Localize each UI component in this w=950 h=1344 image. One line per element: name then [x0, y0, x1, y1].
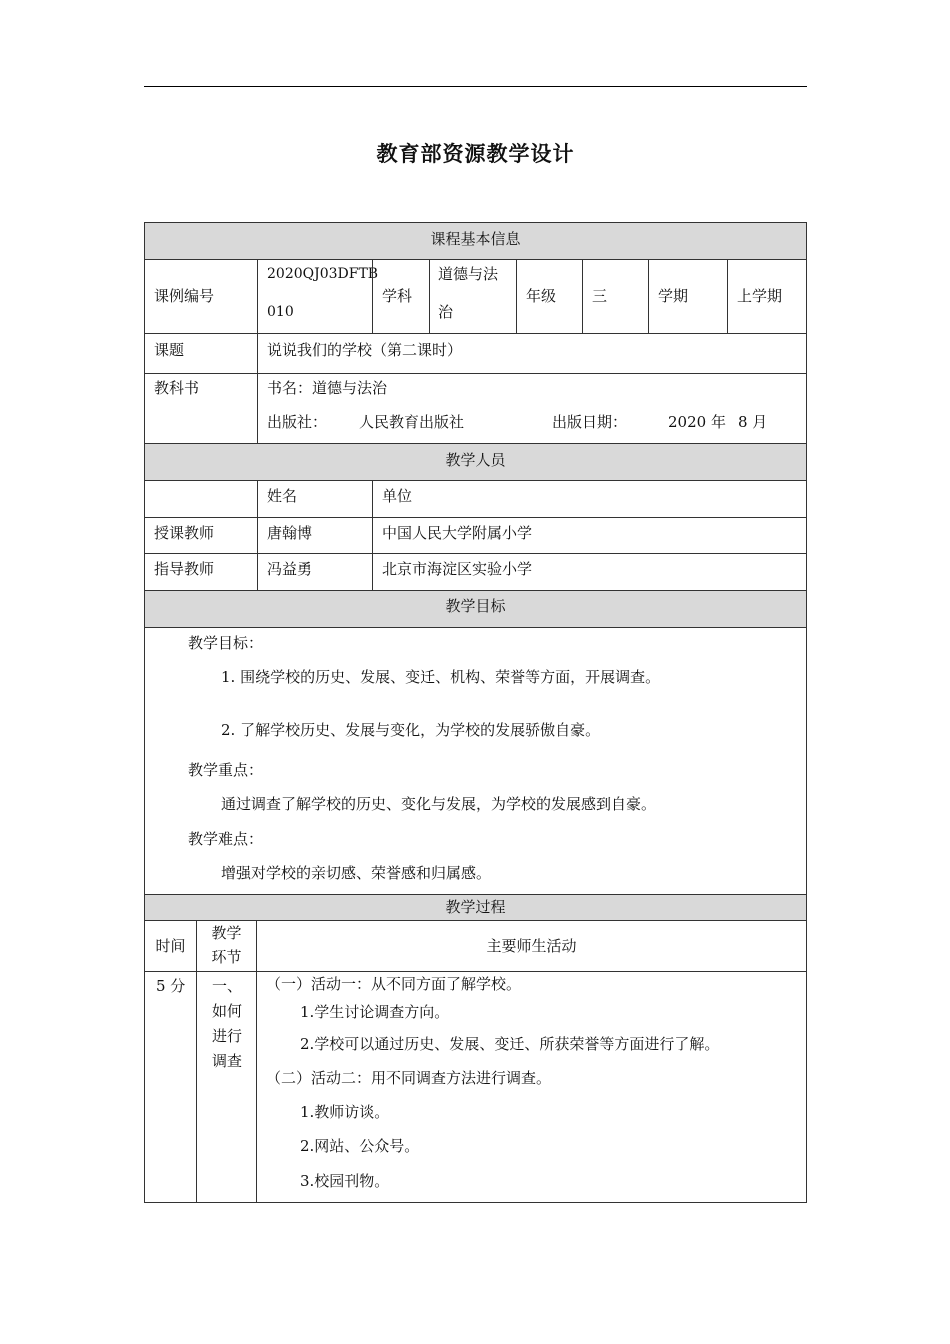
activity-item: 1.学生讨论调查方向。: [300, 1003, 450, 1021]
textbook-cell: [257, 373, 807, 444]
goal-label: 教学目标：: [188, 634, 264, 652]
label-term: 学期: [648, 259, 728, 334]
stage-line: 一、: [212, 977, 243, 995]
stage-line: 调查: [212, 1052, 243, 1070]
section-process: 教学过程: [144, 894, 807, 921]
staff-unit: 中国人民大学附属小学: [372, 517, 807, 554]
staff-name: 唐翰博: [257, 517, 373, 554]
process-header-stage: [196, 920, 257, 972]
activity-item: 2.网站、公众号。: [300, 1137, 420, 1155]
activity-item: 1.教师访谈。: [300, 1103, 390, 1121]
pubdate-label: 出版日期：: [552, 413, 628, 431]
case-number-line1: 2020QJ03DFTB: [267, 266, 379, 282]
term-value: 上学期: [727, 259, 807, 334]
difficulty-label: 教学难点：: [188, 830, 264, 848]
book-name: 道德与法治: [312, 379, 388, 397]
book-name-label: 书名：: [267, 379, 313, 397]
grade-value: 三: [582, 259, 649, 334]
process-time: 5 分: [156, 977, 186, 995]
stage-header-line1: 教学: [211, 924, 242, 942]
section-goals: 教学目标: [144, 590, 807, 628]
staff-header-unit: 单位: [372, 480, 807, 518]
staff-role: 授课教师: [144, 517, 258, 554]
publisher: 人民教育出版社: [359, 413, 465, 431]
section-basic-info: 课程基本信息: [144, 222, 807, 260]
staff-name: 冯益勇: [257, 553, 373, 591]
book-name-line: [267, 378, 387, 398]
process-time-cell: [144, 971, 197, 1203]
goal-item: 2. 了解学校历史、发展与变化，为学校的发展骄傲自豪。: [221, 721, 601, 739]
subject-line2: 治: [438, 303, 454, 321]
label-textbook: 教科书: [144, 373, 258, 444]
staff-unit: 北京市海淀区实验小学: [372, 553, 807, 591]
stage-line: 如何: [212, 1002, 243, 1020]
goals-body: [144, 627, 807, 895]
process-header-activity: 主要师生活动: [256, 920, 807, 972]
pub-month: 8 月: [738, 413, 768, 431]
process-header-time: 时间: [144, 920, 197, 972]
goal-item: 1. 围绕学校的历史、发展、变迁、机构、荣誉等方面，开展调查。: [221, 668, 661, 686]
case-number-cell: [257, 259, 379, 334]
difficulty-text: 增强对学校的亲切感、荣誉感和归属感。: [221, 864, 492, 882]
label-subject: 学科: [372, 259, 430, 334]
staff-role: 指导教师: [144, 553, 258, 591]
label-topic: 课题: [144, 333, 258, 374]
section-staff: 教学人员: [144, 443, 807, 481]
key-point-label: 教学重点：: [188, 761, 264, 779]
header-rule: [144, 86, 807, 87]
subject-line1: 道德与法: [438, 265, 499, 283]
process-stage-cell: [196, 971, 257, 1203]
document-title: 教育部资源教学设计: [376, 141, 575, 166]
label-case-number: 课例编号: [144, 259, 258, 334]
process-activity-cell: [256, 971, 807, 1203]
pub-year: 2020 年: [668, 413, 726, 431]
stage-header-line2: 环节: [211, 948, 242, 966]
topic-value: 说说我们的学校（第二课时）: [257, 333, 807, 374]
label-grade: 年级: [516, 259, 583, 334]
activity-heading: （一）活动一：从不同方面了解学校。: [266, 975, 522, 993]
activity-item: 2.学校可以通过历史、发展、变迁、所获荣誉等方面进行了解。: [300, 1035, 720, 1053]
case-number-line2: 010: [267, 304, 294, 320]
key-point-text: 通过调查了解学校的历史、变化与发展，为学校的发展感到自豪。: [221, 795, 657, 813]
activity-item: 3.校园刊物。: [300, 1172, 390, 1190]
publisher-label: 出版社：: [267, 413, 328, 431]
activity-heading: （二）活动二：用不同调查方法进行调查。: [266, 1069, 552, 1087]
stage-line: 进行: [212, 1027, 243, 1045]
subject-cell: [429, 259, 517, 334]
staff-header-name: 姓名: [257, 480, 373, 518]
staff-header-blank: [144, 480, 258, 518]
